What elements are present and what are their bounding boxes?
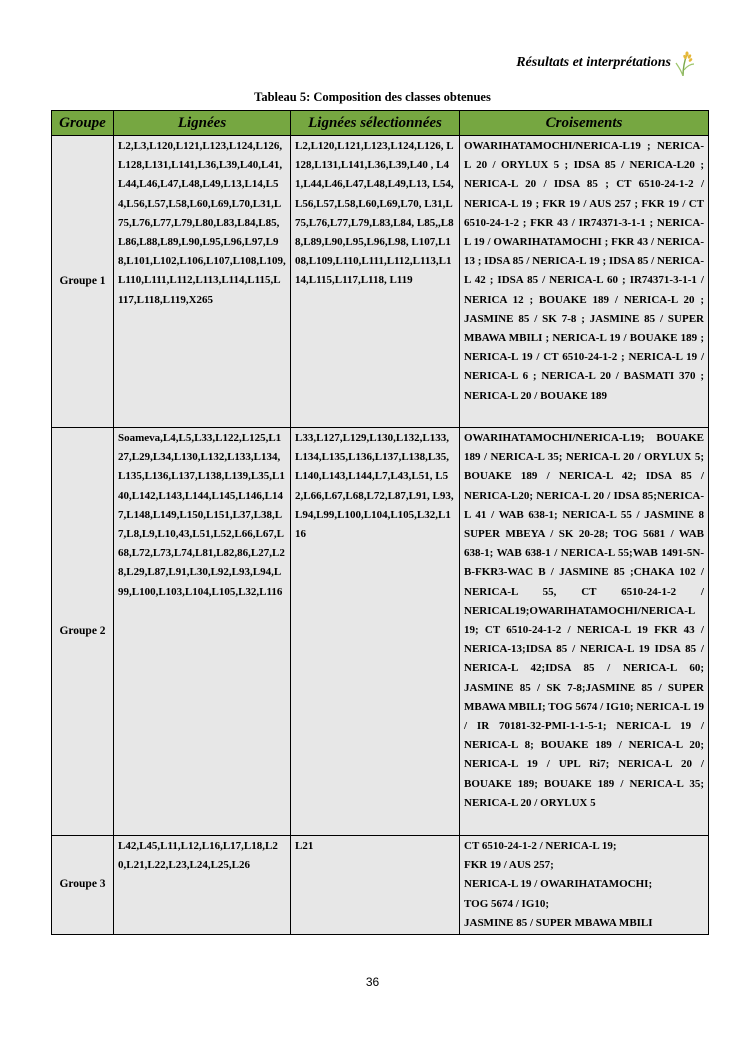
composition-table [51, 110, 709, 935]
column-header-groupe: Groupe [52, 111, 114, 136]
croisements-cell: OWARIHATAMOCHI/NERICA-L19; BOUAKE 189 / NERICA-L 35; NERICA-L 20 / ORYLUX 5; BOUAKE 189 / NERICA-L 42; IDSA 85 / NERICA-L20; NERICA-L 20 / IDSA 85;NERICA-L 41 / WAB 638-1; NERICA-L 55 / JASMINE 8 SUPER MBEYA / SK 20-28; TOG 5681 / WAB 638-1; WAB 638-1 / NERICA-L 55;WAB 1491-5N-B-FKR3-WAC B / JASMINE 85 ;CHAKA 102 / NERICA-L 55, CT 6510-24-1-2 / NERICAL19;OWARIHATAMOCHI/NERICA-L 19; CT 6510-24-1-2 / NERICA-L 19 FKR 43 / NERICA-13;IDSA 85 / NERICA-L 19 IDSA 85 / NERICA-L 42;IDSA 85 / NERICA-L 60; JASMINE 85 / SK 7-8;JASMINE 85 / SUPER MBAWA MBILI; TOG 5674 / IG10; NERICA-L 19 / IR 70181-32-PMI-1-1-5-1; NERICA-L 19 / NERICA-L 8; BOUAKE 189 / NERICA-L 20; NERICA-L 19 / UPL Ri7; NERICA-L 20 / BOUAKE 189; BOUAKE 189 / NERICA-L 35; NERICA-L 20 / ORYLUX 5 [460, 428, 709, 836]
group-cell: Groupe 1 [52, 136, 114, 428]
lignees-cell: Soameva,L4,L5,L33,L122,L125,L127,L29,L34,L130,L132,L133,L134,L135,L136,L137,L138,L139,L35,L140,L142,L143,L144,L145,L146,L147,L148,L149,L150,L151,L37,L38,L7,L8,L9,L10,43,L51,L52,L66,L67,L68,L72,L73,L74,L81,L82,86,L27,L28,L29,L87,L91,L30,L92,L93,L94,L99,L100,L103,L104,L105,L32,L116 [114, 428, 291, 836]
page-header [516, 50, 695, 76]
table-header-row [52, 111, 709, 136]
croisement-line: TOG 5674 / IG10; [464, 897, 550, 910]
croisement-line: FKR 19 / AUS 257; [464, 859, 554, 872]
table-row [52, 428, 709, 836]
column-header-lignees: Lignées [114, 111, 291, 136]
group-cell: Groupe 2 [52, 428, 114, 836]
page-number: 36 [365, 975, 380, 989]
croisement-line: JASMINE 85 / SUPER MBAWA MBILI [464, 916, 653, 929]
lignees-selectionnees-cell: L33,L127,L129,L130,L132,L133,L134,L135,L136,L137,L138,L35,L140,L143,L144,L7,L43,L51, L52,L66,L67,L68,L72,L87,L91, L93,L94,L99,L100,L104,L105,L32,L116 [291, 428, 460, 836]
column-header-lignees-selectionnees: Lignées sélectionnées [291, 111, 460, 136]
table-caption: Tableau 5: Composition des classes obtenues [254, 90, 491, 104]
lignees-cell: L42,L45,L11,L12,L16,L17,L18,L20,L21,L22,L23,L24,L25,L26 [114, 836, 291, 935]
croisements-cell: OWARIHATAMOCHI/NERICA-L19 ; NERICA-L 20 / ORYLUX 5 ; IDSA 85 / NERICA-L20 ; NERICA-L 20 / IDSA 85 ; CT 6510-24-1-2 / NERICA-L 19 ; FKR 19 / AUS 257 ; FKR 19 / CT 6510-24-1-2 ; FKR 43 / IR74371-3-1-1 ; NERICA-L 19 / OWARIHATAMOCHI ; FKR 43 / NERICA-13 ; IDSA 85 / NERICA-L 19 ; IDSA 85 / NERICA-L 42 ; IDSA 85 / NERICA-L 60 ; IR74371-3-1-1 / NERICA 12 ; BOUAKE 189 / NERICA-L 20 ; JASMINE 85 / SK 7-8 ; JASMINE 85 / SUPER MBAWA MBILI ; NERICA-L 19 / BOUAKE 189 ; NERICA-L 19 / CT 6510-24-1-2 ; NERICA-L 19 / NERICA-L 6 ; NERICA-L 20 / BASMATI 370 ; NERICA-L 20 / BOUAKE 189 [460, 136, 709, 428]
lignees-selectionnees-cell: L21 [291, 836, 460, 935]
group-cell: Groupe 3 [52, 836, 114, 935]
header-title: Résultats et interprétations [516, 55, 671, 70]
croisement-line: NERICA-L 19 / OWARIHATAMOCHI; [464, 878, 653, 891]
lignees-selectionnees-cell: L2,L120,L121,L123,L124,L126, L128,L131,L141,L36,L39,L40 , L41,L44,L46,L47,L48,L49,L13, L54,L56,L57,L58,L60,L69,L70, L31,L75,L76,L77,L79,L83,L84, L85,,L88,L89,L90,L95,L96,L98, L107,L108,L109,L110,L111,L112,L113,L114,L115,L117,L118, L119 [291, 136, 460, 428]
lignees-cell: L2,L3,L120,L121,L123,L124,L126,L128,L131,L141,L36,L39,L40,L41,L44,L46,L47,L48,L49,L13,L14,L54,L56,L57,L58,L60,L69,L70,L31,L75,L76,L77,L79,L80,L83,L84,L85,L86,L88,L89,L90,L95,L96,L97,L98,L101,L102,L106,L107,L108,L109,L110,L111,L112,L113,L114,L115,L117,L118,L119,X265 [114, 136, 291, 428]
rice-plant-icon [675, 50, 695, 76]
croisements-cell [460, 836, 709, 935]
table-row [52, 136, 709, 428]
column-header-croisements: Croisements [460, 111, 709, 136]
table-row [52, 836, 709, 935]
croisement-line: CT 6510-24-1-2 / NERICA-L 19; [464, 840, 617, 852]
